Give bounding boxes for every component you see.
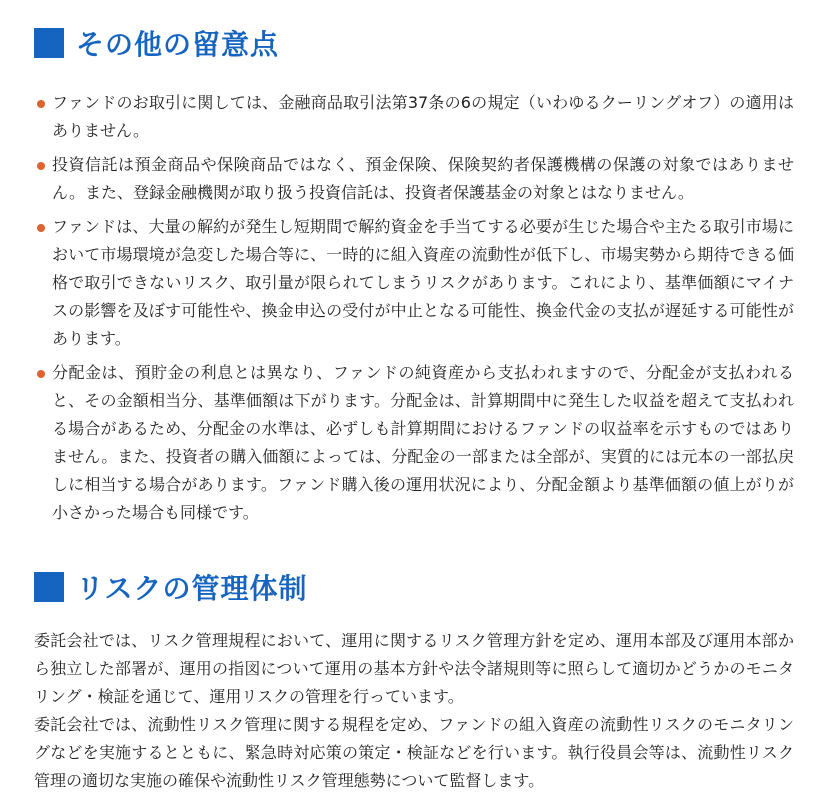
list-item-text: ファンドのお取引に関しては、金融商品取引法第37条の6の規定（いわゆるクーリングオフ）の適用はありません。 bbox=[52, 93, 794, 140]
section-title: リスクの管理体制 bbox=[76, 572, 308, 605]
list-item-text: 投資信託は預金商品や保険商品ではなく、預金保険、保険契約者保護機構の保護の対象ではありません。また、登録金融機関が取り扱う投資信託は、投資者保護基金の対象とはなりません。 bbox=[52, 155, 794, 202]
paragraph: 委託会社では、リスク管理規程において、運用に関するリスク管理方針を定め、運用本部及び運用本部から独立した部署が、運用の指図について運用の基本方針や法令諸規則等に照らして適切かどうかのモニタリング・検証を通じて、運用リスクの管理を行っています。 bbox=[34, 631, 794, 706]
notes-list bbox=[34, 89, 794, 533]
list-item bbox=[34, 89, 794, 145]
section-title: その他の留意点 bbox=[76, 28, 280, 61]
bullet-icon bbox=[37, 224, 45, 232]
heading-square-icon bbox=[34, 572, 64, 602]
risk-management-body bbox=[34, 627, 794, 795]
list-item bbox=[34, 359, 794, 527]
section-heading-notes bbox=[34, 23, 279, 63]
list-item bbox=[34, 213, 794, 353]
section-heading-risk bbox=[34, 567, 307, 607]
bullet-icon bbox=[37, 100, 45, 108]
list-item bbox=[34, 151, 794, 207]
list-item-text: ファンドは、大量の解約が発生し短期間で解約資金を手当てする必要が生じた場合や主たる取引市場において市場環境が急変した場合等に、一時的に組入資産の流動性が低下し、市場実勢から期待できる価格で取引できないリスク、取引量が限られてしまうリスクがあります。これにより、基準価額にマイナスの影響を及ぼす可能性や、換金申込の受付が中止となる可能性、換金代金の支払が遅延する可能性があります。 bbox=[52, 217, 794, 348]
heading-square-icon bbox=[34, 28, 64, 58]
paragraph: 委託会社では、流動性リスク管理に関する規程を定め、ファンドの組入資産の流動性リスクのモニタリングなどを実施するとともに、緊急時対応策の策定・検証などを行います。執行役員会等は、流動性リスク管理の適切な実施の確保や流動性リスク管理態勢について監督します。 bbox=[34, 715, 794, 790]
list-item-text: 分配金は、預貯金の利息とは異なり、ファンドの純資産から支払われますので、分配金が支払われると、その金額相当分、基準価額は下がります。分配金は、計算期間中に発生した収益を超えて支払われる場合があるため、分配金の水準は、必ずしも計算期間におけるファンドの収益率を示すものではありません。また、投資者の購入価額によっては、分配金の一部または全部が、実質的には元本の一部払戻しに相当する場合があります。ファンド購入後の運用状況により、分配金額より基準価額の値上がりが小さかった場合も同様です。 bbox=[52, 363, 794, 522]
bullet-icon bbox=[37, 162, 45, 170]
bullet-icon bbox=[37, 370, 45, 378]
